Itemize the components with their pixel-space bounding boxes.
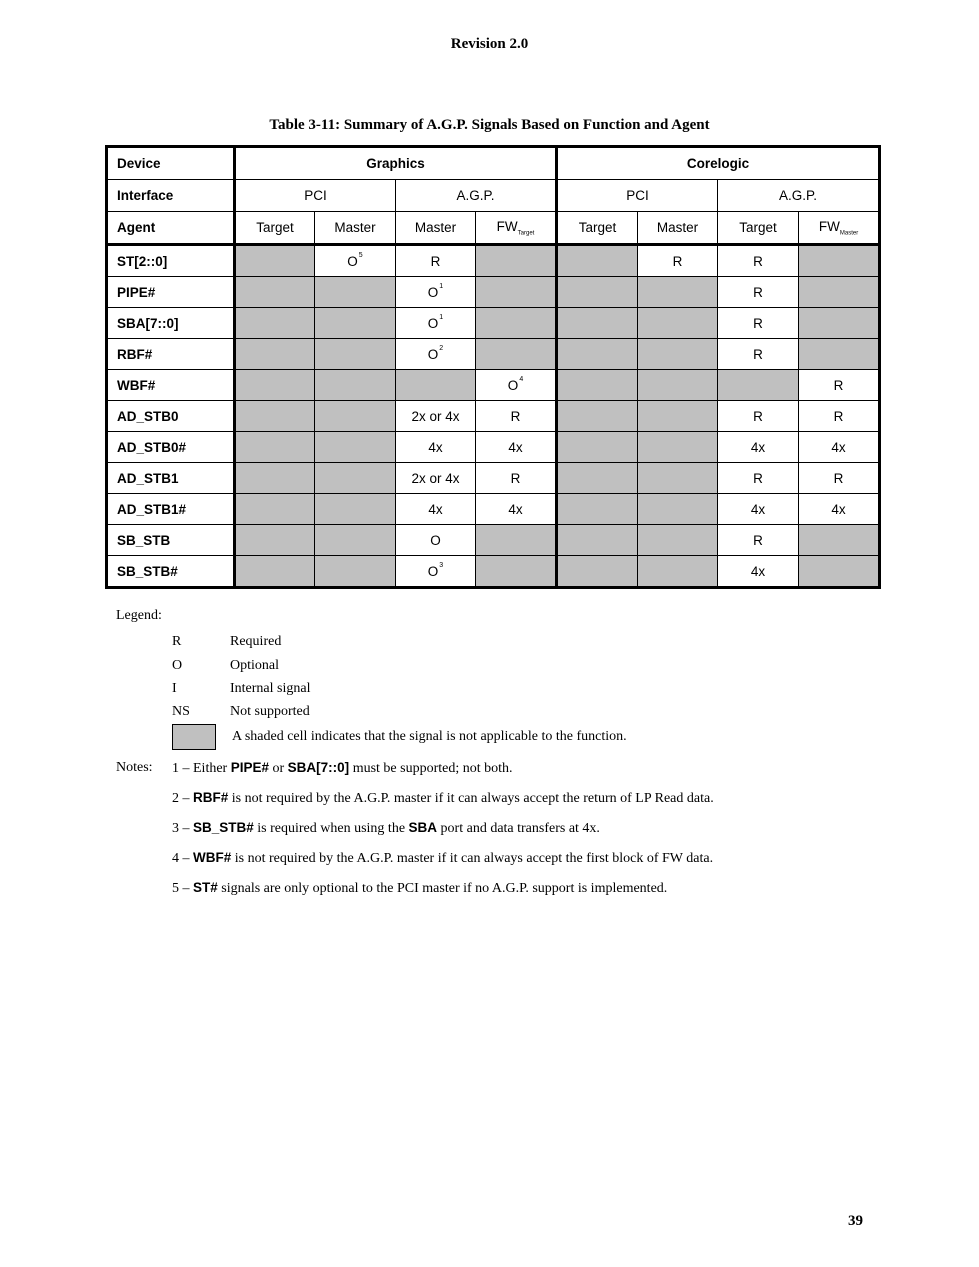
- footnote-superscript: 1: [439, 313, 444, 321]
- note-text: is not required by the A.G.P. master if it can always accept the return of LP Read data.: [228, 791, 714, 806]
- signal-value-cell: [718, 494, 799, 525]
- signal-name-cell: ST[2::0]: [107, 245, 235, 277]
- notes-label: Notes:: [116, 760, 153, 775]
- table-row: [107, 245, 880, 277]
- cell-value: 4x: [750, 501, 766, 517]
- cell-value: O: [347, 253, 358, 269]
- note-5: [172, 880, 667, 897]
- cell-value: 4x: [831, 439, 846, 455]
- note-text: 1 – Either: [172, 761, 231, 776]
- signal-value-cell: [799, 308, 880, 339]
- signal-name-cell: PIPE#: [107, 277, 235, 308]
- note-text: is required when using the: [253, 821, 409, 836]
- signal-value-cell: [638, 525, 718, 556]
- signal-value-cell: [396, 277, 476, 308]
- shaded-cell-description: A shaded cell indicates that the signal is not applicable to the function.: [232, 729, 627, 744]
- signal-value-cell: [235, 401, 315, 432]
- signal-value-cell: [799, 463, 880, 494]
- note-signal: ST#: [193, 880, 218, 895]
- signal-value-cell: [476, 277, 557, 308]
- cell-value: O: [427, 563, 439, 579]
- signal-value-cell: [557, 339, 638, 370]
- cell-value: R: [753, 284, 763, 300]
- note-2: [172, 790, 714, 807]
- signal-value-cell: [396, 401, 476, 432]
- note-text: 4 –: [172, 851, 193, 866]
- signal-value-cell: [718, 277, 799, 308]
- signal-value-cell: [476, 494, 557, 525]
- cell-value: R: [753, 253, 763, 269]
- note-text: port and data transfers at 4x.: [437, 821, 600, 836]
- signal-value-cell: [638, 308, 718, 339]
- graphics-header: Graphics: [235, 147, 557, 180]
- signal-value-cell: [718, 556, 799, 588]
- agent-fw-label: FW: [818, 218, 840, 234]
- signal-value-cell: [718, 245, 799, 277]
- note-text: is not required by the A.G.P. master if it can always accept the first block of FW data.: [231, 851, 714, 866]
- signal-value-cell: [315, 277, 396, 308]
- note-text: must be supported; not both.: [349, 761, 513, 776]
- signal-value-cell: [235, 339, 315, 370]
- signal-value-cell: [235, 432, 315, 463]
- note-signal: SBA: [408, 820, 438, 835]
- signal-value-cell: [557, 525, 638, 556]
- signal-name-cell: RBF#: [107, 339, 235, 370]
- signal-summary-table: [105, 145, 881, 589]
- cell-value: 4x: [750, 563, 766, 579]
- signal-value-cell: [718, 339, 799, 370]
- note-3: [172, 820, 600, 837]
- signal-value-cell: [235, 463, 315, 494]
- signal-value-cell: [315, 245, 396, 277]
- cell-value: 4x: [428, 439, 443, 455]
- legend-key: O: [172, 658, 183, 673]
- note-signal: WBF#: [193, 850, 232, 865]
- table-row: [107, 432, 880, 463]
- signal-value-cell: [638, 556, 718, 588]
- signal-value-cell: [315, 370, 396, 401]
- signal-value-cell: [799, 494, 880, 525]
- signal-value-cell: [315, 432, 396, 463]
- footnote-superscript: 4: [519, 375, 524, 383]
- interface-corelogic-agp: A.G.P.: [718, 180, 880, 212]
- agent-cell: Master: [396, 212, 476, 245]
- signal-value-cell: [315, 463, 396, 494]
- footnote-superscript: 5: [358, 251, 363, 259]
- signal-value-cell: [476, 432, 557, 463]
- cell-value: 2x or 4x: [411, 470, 460, 486]
- signal-value-cell: [476, 245, 557, 277]
- note-text: 2 –: [172, 791, 193, 806]
- signal-value-cell: [235, 370, 315, 401]
- signal-value-cell: [396, 339, 476, 370]
- note-signal: PIPE#: [230, 760, 269, 775]
- signal-value-cell: [315, 401, 396, 432]
- cell-value: R: [753, 470, 763, 486]
- signal-value-cell: [235, 494, 315, 525]
- interface-corelogic-pci: PCI: [557, 180, 718, 212]
- cell-value: O: [430, 532, 441, 548]
- signal-value-cell: [799, 525, 880, 556]
- legend-value: Optional: [230, 658, 279, 673]
- table-caption: Table 3-11: Summary of A.G.P. Signals Based on Function and Agent: [269, 117, 710, 133]
- interface-graphics-pci: PCI: [235, 180, 396, 212]
- agent-header: Agent: [107, 212, 235, 245]
- signal-value-cell: [638, 245, 718, 277]
- signal-value-cell: [315, 525, 396, 556]
- legend-value: Required: [230, 634, 282, 649]
- table-row: [107, 401, 880, 432]
- page-header-revision: Revision 2.0: [450, 36, 529, 52]
- signal-value-cell: [476, 525, 557, 556]
- signal-value-cell: [396, 494, 476, 525]
- signal-value-cell: [638, 494, 718, 525]
- cell-value: O: [427, 284, 439, 300]
- note-4: [172, 850, 713, 867]
- signal-value-cell: [718, 432, 799, 463]
- signal-value-cell: [315, 556, 396, 588]
- signal-value-cell: [315, 308, 396, 339]
- signal-value-cell: [799, 432, 880, 463]
- signal-value-cell: [718, 525, 799, 556]
- cell-value: R: [672, 253, 683, 269]
- signal-value-cell: [799, 277, 880, 308]
- signal-value-cell: [476, 463, 557, 494]
- signal-name-cell: AD_STB1#: [107, 494, 235, 525]
- note-1: [172, 760, 513, 777]
- cell-value: 4x: [508, 501, 523, 517]
- signal-value-cell: [718, 463, 799, 494]
- legend-key: NS: [172, 704, 190, 719]
- agent-cell: Target: [557, 212, 638, 245]
- note-text: 3 –: [172, 821, 193, 836]
- agent-fw-subscript: Master: [839, 230, 859, 237]
- signal-value-cell: [638, 463, 718, 494]
- signal-value-cell: [396, 308, 476, 339]
- table-row: [107, 370, 880, 401]
- signal-value-cell: [235, 525, 315, 556]
- signal-value-cell: [557, 556, 638, 588]
- signal-value-cell: [476, 339, 557, 370]
- signal-value-cell: [557, 245, 638, 277]
- interface-graphics-agp: A.G.P.: [396, 180, 557, 212]
- signal-value-cell: [235, 277, 315, 308]
- signal-name-cell: AD_STB1: [107, 463, 235, 494]
- signal-value-cell: [557, 432, 638, 463]
- agent-cell: Master: [315, 212, 396, 245]
- signal-value-cell: [396, 525, 476, 556]
- table-row: [107, 277, 880, 308]
- signal-value-cell: [476, 401, 557, 432]
- signal-value-cell: [638, 339, 718, 370]
- signal-value-cell: [638, 401, 718, 432]
- signal-value-cell: [557, 370, 638, 401]
- cell-value: R: [833, 408, 844, 424]
- signal-value-cell: [799, 370, 880, 401]
- agent-cell: Master: [638, 212, 718, 245]
- cell-value: R: [753, 408, 763, 424]
- cell-value: R: [430, 253, 441, 269]
- cell-value: 2x or 4x: [411, 408, 460, 424]
- cell-value: 4x: [831, 501, 846, 517]
- table-row: [107, 525, 880, 556]
- signal-value-cell: [557, 401, 638, 432]
- legend-value: Internal signal: [230, 681, 311, 696]
- footnote-superscript: 2: [439, 344, 444, 352]
- shaded-cell-swatch: [172, 724, 216, 750]
- page-number: 39: [848, 1213, 863, 1229]
- signal-value-cell: [235, 556, 315, 588]
- cell-value: O: [427, 315, 439, 331]
- signal-value-cell: [557, 277, 638, 308]
- legend-value: Not supported: [230, 704, 310, 719]
- cell-value: R: [753, 532, 763, 548]
- signal-value-cell: [799, 339, 880, 370]
- signal-value-cell: [799, 401, 880, 432]
- signal-value-cell: [718, 308, 799, 339]
- cell-value: 4x: [508, 439, 523, 455]
- signal-value-cell: [557, 494, 638, 525]
- note-text: signals are only optional to the PCI master if no A.G.P. support is implemented.: [217, 881, 668, 896]
- cell-value: R: [753, 315, 763, 331]
- table-row: [107, 463, 880, 494]
- legend-key: I: [172, 681, 177, 696]
- cell-value: R: [833, 470, 844, 486]
- cell-value: O: [427, 346, 439, 362]
- note-signal: SBA[7::0]: [287, 760, 350, 775]
- footnote-superscript: 3: [439, 561, 444, 569]
- signal-name-cell: WBF#: [107, 370, 235, 401]
- footnote-superscript: 1: [439, 282, 444, 290]
- signal-value-cell: [396, 245, 476, 277]
- device-header: Device: [107, 147, 235, 180]
- interface-header: Interface: [107, 180, 235, 212]
- signal-name-cell: AD_STB0#: [107, 432, 235, 463]
- cell-value: R: [510, 470, 521, 486]
- table-row: [107, 339, 880, 370]
- signal-value-cell: [638, 432, 718, 463]
- signal-value-cell: [638, 277, 718, 308]
- corelogic-header: Corelogic: [557, 147, 880, 180]
- cell-value: R: [510, 408, 521, 424]
- signal-value-cell: [235, 245, 315, 277]
- cell-value: R: [833, 377, 844, 393]
- signal-value-cell: [718, 370, 799, 401]
- signal-value-cell: [557, 308, 638, 339]
- signal-name-cell: AD_STB0: [107, 401, 235, 432]
- signal-value-cell: [396, 556, 476, 588]
- cell-value: 4x: [750, 439, 766, 455]
- signal-value-cell: [799, 245, 880, 277]
- signal-value-cell: [799, 556, 880, 588]
- signal-value-cell: [476, 370, 557, 401]
- signal-name-cell: SB_STB: [107, 525, 235, 556]
- agent-cell: Target: [718, 212, 799, 245]
- signal-value-cell: [476, 556, 557, 588]
- signal-value-cell: [315, 339, 396, 370]
- signal-name-cell: SB_STB#: [107, 556, 235, 588]
- signal-value-cell: [396, 463, 476, 494]
- signal-value-cell: [476, 308, 557, 339]
- signal-value-cell: [557, 463, 638, 494]
- note-signal: SB_STB#: [193, 820, 254, 835]
- signal-value-cell: [235, 308, 315, 339]
- signal-value-cell: [315, 494, 396, 525]
- table-row: [107, 308, 880, 339]
- cell-value: 4x: [428, 501, 443, 517]
- note-text: 5 –: [172, 881, 193, 896]
- signal-value-cell: [396, 432, 476, 463]
- signal-value-cell: [718, 401, 799, 432]
- agent-fw-subscript: Target: [517, 230, 535, 237]
- agent-fw-label: FW: [496, 218, 518, 234]
- note-signal: RBF#: [193, 790, 229, 805]
- signal-value-cell: [396, 370, 476, 401]
- cell-value: O: [507, 377, 519, 393]
- agent-cell: [799, 212, 880, 245]
- agent-cell: [476, 212, 557, 245]
- note-text: or: [269, 761, 288, 776]
- cell-value: R: [753, 346, 763, 362]
- table-row: [107, 494, 880, 525]
- agent-cell: Target: [235, 212, 315, 245]
- signal-name-cell: SBA[7::0]: [107, 308, 235, 339]
- signal-value-cell: [638, 370, 718, 401]
- legend-key: R: [172, 634, 182, 649]
- legend-title: Legend:: [116, 608, 162, 623]
- table-row: [107, 556, 880, 588]
